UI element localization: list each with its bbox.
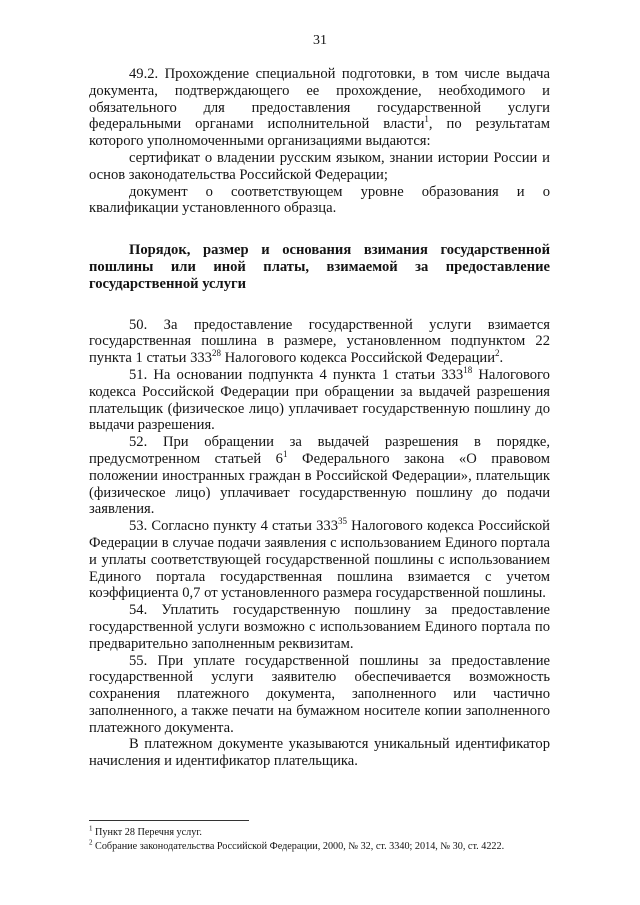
footnote-1 xyxy=(89,826,550,840)
paragraph-50 xyxy=(89,317,550,367)
footnote-ref-2: 2 xyxy=(495,348,500,359)
footnote-text: Собрание законодательства Российской Федерации, 2000, № 32, ст. 3340; 2014, № 30, ст. 4222. xyxy=(95,840,505,852)
paragraph-49-2 xyxy=(89,66,550,150)
paragraph-50-end: . xyxy=(499,350,504,367)
paragraph-49-2-text: 49.2. Прохождение специальной подготовки, в том числе выдача документа, подтверждающего ее прохождение, необходимого и обязательного для предоставления государственной услуги федеральными органами исполнительной власти xyxy=(89,66,550,133)
paragraph-52-text: 52. При обращении за выдачей разрешения в порядке, предусмотренном статьей 6 xyxy=(89,434,550,467)
paragraph-55: 55. При уплате государственной пошлины за предоставление государственной услуги заявителю обеспечивается возможность сохранения платежного документа, заполненного или частично заполненного, а также печати на бумажном носителе копии заполненного платежного документа. xyxy=(89,652,550,736)
paragraph-53-text: 53. Согласно пункту 4 статьи 333 xyxy=(129,518,339,535)
paragraph-50-text-b: Налогового кодекса Российской Федерации xyxy=(220,350,496,367)
article-superscript-35: 35 xyxy=(338,516,348,527)
footnote-mark: 2 xyxy=(89,838,93,847)
paragraph-51-text: 51. На основании подпункта 4 пункта 1 статьи 333 xyxy=(129,366,464,383)
article-superscript-18: 18 xyxy=(463,365,473,376)
footnote-text: Пункт 28 Перечня услуг. xyxy=(95,827,202,838)
footnote-mark: 1 xyxy=(89,824,93,833)
page-number: 31 xyxy=(313,33,327,48)
article-superscript-28: 28 xyxy=(211,348,221,359)
paragraph-51-text-b: Налогового кодекса Российской Федерации при обращении за выдачей разрешения плательщик (физическое лицо) уплачивает государственную пошлину до выдачи разрешения. xyxy=(89,366,550,434)
paragraph-49-certificate: сертификат о владении русским языком, знании истории России и основ законодательства Российской Федерации; xyxy=(89,149,550,183)
footnote-separator xyxy=(89,820,249,821)
paragraph-52 xyxy=(89,434,550,518)
paragraph-54: 54. Уплатить государственную пошлину за предоставление государственной услуги возможно с использованием Единого портала по предварительно заполненным реквизитам. xyxy=(89,602,550,652)
paragraph-50-text: 50. За предоставление государственной услуги взимается государственная пошлина в размере, установленном подпунктом 22 пункта 1 статьи 333 xyxy=(89,316,550,367)
footnote-2 xyxy=(89,840,550,854)
footnote-ref-1: 1 xyxy=(424,114,429,125)
document-body xyxy=(89,66,550,770)
paragraph-55-payment-document: В платежном документе указываются уникальный идентификатор начисления и идентификатор плательщика. xyxy=(89,736,550,770)
paragraph-53 xyxy=(89,518,550,602)
paragraph-51 xyxy=(89,367,550,434)
footnotes xyxy=(89,826,550,853)
paragraph-53-text-b: Налогового кодекса Российской Федерации в случае подачи заявления с использованием Единого портала и уплаты соответствующей государственной пошлины с использованием Единого портала государственная пошлина взимается с учетом коэффициента 0,7 от установленного размера государственной пошлины. xyxy=(89,518,550,602)
paragraph-52-text-b: Федерального закона «О правовом положении иностранных граждан в Российской Федерации», плательщик (физическое лицо) уплачивает государственную пошлину до подачи заявления. xyxy=(89,450,550,518)
section-heading: Порядок, размер и основания взимания государственной пошлины или иной платы, взимаемой за предоставление государственной услуги xyxy=(89,242,550,292)
paragraph-49-document: документ о соответствующем уровне образования и о квалификации установленного образца. xyxy=(89,183,550,217)
paragraph-49-2-tail: , по результатам которого уполномоченными организациями выдаются: xyxy=(89,116,550,150)
article-superscript-1: 1 xyxy=(282,449,288,460)
